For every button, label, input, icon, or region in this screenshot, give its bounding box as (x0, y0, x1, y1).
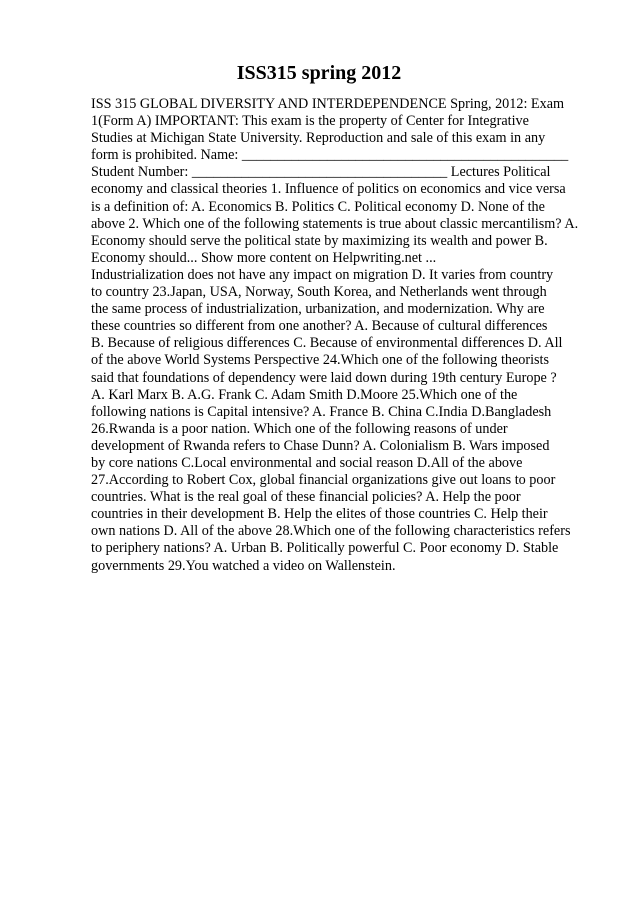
document-body (91, 96, 593, 575)
body-text-line: above 2. Which one of the following statements is true about classic mercantilism? A. (91, 215, 579, 232)
document-title: ISS315 spring 2012 (236, 62, 402, 84)
body-text-line: the same process of industrialization, urbanization, and modernization. Why are (91, 301, 545, 318)
body-text-line: Economy should serve the political state by maximizing its wealth and power B. (91, 232, 548, 249)
body-text-line: economy and classical theories 1. Influence of politics on economics and vice versa (91, 181, 566, 198)
body-text-line: form is prohibited. Name: ______________________________________________ (91, 147, 569, 164)
body-text-line: Student Number: ____________________________________ Lectures Political (91, 164, 551, 181)
body-text-line: Economy should... Show more content on Helpwriting.net ... (91, 249, 437, 266)
body-text-line: is a definition of: A. Economics B. Politics C. Political economy D. None of the (91, 198, 545, 215)
body-text-line: these countries so different from one another? A. Because of cultural differences (91, 318, 548, 335)
body-text-line: 1(Form A) IMPORTANT: This exam is the property of Center for Integrative (91, 113, 529, 130)
body-text-line: Industrialization does not have any impact on migration D. It varies from country (91, 266, 554, 283)
body-text-line: 27.According to Robert Cox, global financial organizations give out loans to poor (91, 472, 556, 489)
body-text-line: A. Karl Marx B. A.G. Frank C. Adam Smith D.Moore 25.Which one of the (91, 386, 518, 403)
body-text-line: to periphery nations? A. Urban B. Politically powerful C. Poor economy D. Stable (91, 540, 559, 557)
body-text-line: countries in their development B. Help the elites of those countries C. Help their (91, 506, 548, 523)
body-text-line: ISS 315 GLOBAL DIVERSITY AND INTERDEPENDENCE Spring, 2012: Exam (91, 96, 565, 112)
body-text-line: to country 23.Japan, USA, Norway, South Korea, and Netherlands went through (91, 284, 547, 301)
body-text-line: of the above World Systems Perspective 24.Which one of the following theorists (91, 352, 550, 369)
body-text-line: development of Rwanda refers to Chase Dunn? A. Colonialism B. Wars imposed (91, 437, 550, 454)
body-text-line: said that foundations of dependency were laid down during 19th century Europe ? (91, 369, 557, 386)
body-text-line: Studies at Michigan State University. Reproduction and sale of this exam in any (91, 130, 546, 147)
body-text-line: countries. What is the real goal of these financial policies? A. Help the poor (91, 489, 521, 506)
body-text-line: following nations is Capital intensive? A. France B. China C.India D.Bangladesh (91, 403, 552, 420)
body-text-line: by core nations C.Local environmental and social reason D.All of the above (91, 454, 523, 471)
body-text-line: governments 29.You watched a video on Wallenstein. (91, 557, 396, 574)
body-text-line: 26.Rwanda is a poor nation. Which one of the following reasons of under (91, 420, 508, 437)
body-text-line: B. Because of religious differences C. Because of environmental differences D. All (91, 335, 563, 352)
body-text-line: own nations D. All of the above 28.Which one of the following characteristics refers (91, 523, 571, 540)
